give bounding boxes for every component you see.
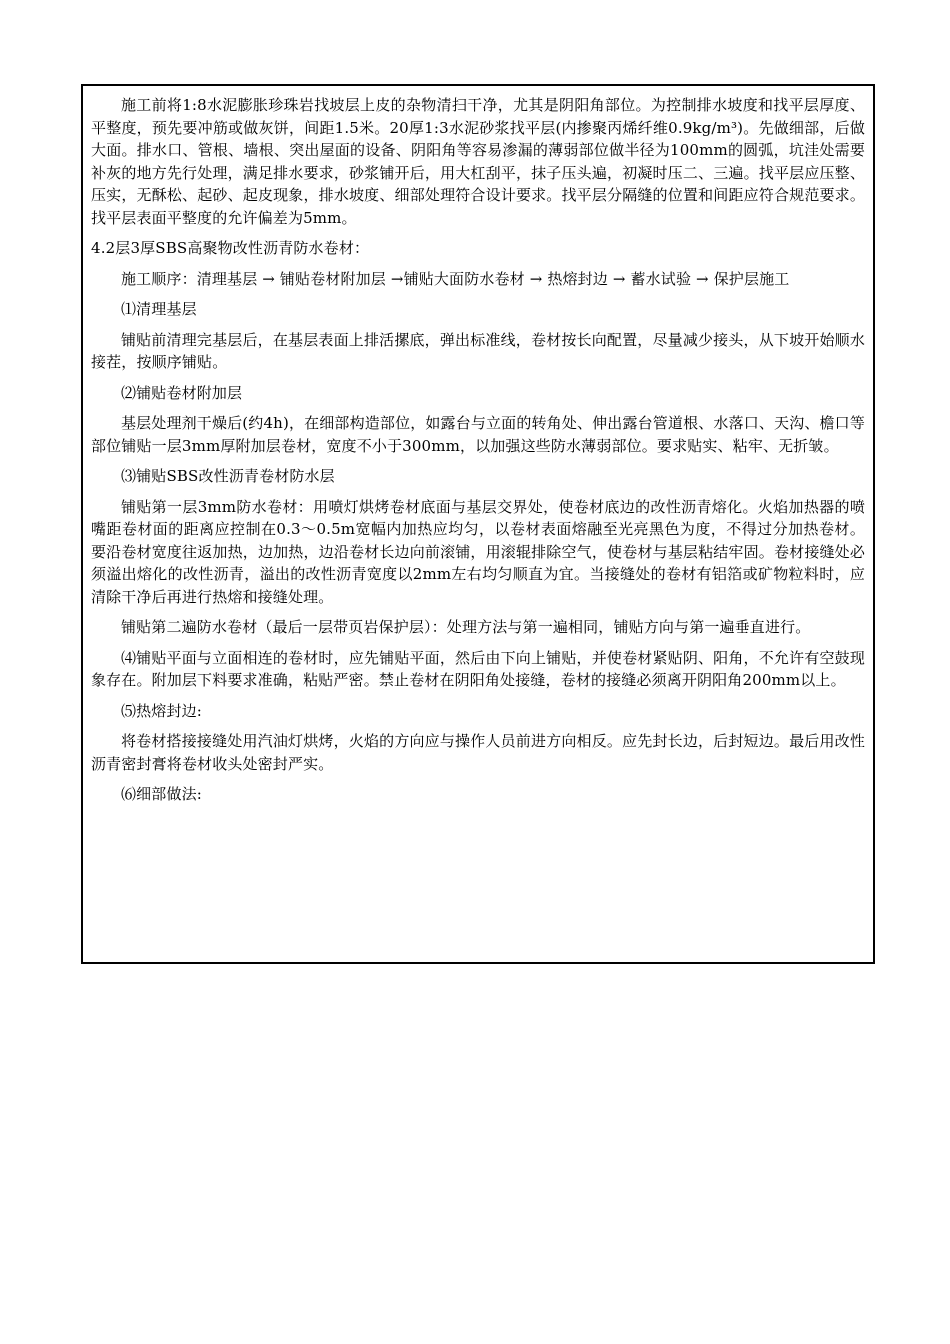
paragraph-heat-seal: 将卷材搭接接缝处用汽油灯烘烤，火焰的方向应与操作人员前进方向相反。应先封长边，后封短边。最后用改性沥青密封膏将卷材收头处密封严实。 xyxy=(91,732,865,773)
paragraph-additional-layer: 基层处理剂干燥后(约4h)，在细部构造部位，如露台与立面的转角处、伸出露台管道根、水落口、天沟、檐口等部位铺贴一层3mm厚附加层卷材，宽度不小于300mm，以加强这些防水薄弱部位。要求贴实、粘牢、无折皱。 xyxy=(91,414,865,455)
paragraph-plane-facade: ⑷铺贴平面与立面相连的卷材时，应先铺贴平面，然后由下向上铺贴，并使卷材紧贴阴、阳角，不允许有空鼓现象存在。附加层下料要求准确，粘贴严密。禁止卷材在阴阳角处接缝，卷材的接缝必须离开阴阳角200mm以上。 xyxy=(91,648,865,689)
step-heading-heat-seal: ⑸热熔封边: xyxy=(121,701,202,720)
step-heading-clean-base: ⑴清理基层 xyxy=(121,300,197,318)
paragraph-first-layer: 铺贴第一层3mm防水卷材：用喷灯烘烤卷材底面与基层交界处，使卷材底边的改性沥青熔化。火焰加热器的喷嘴距卷材面的距离应控制在0.3～0.5m宽幅内加热应均匀，以卷材表面熔融至光亮黑色为度，不得过分加热卷材。要沿卷材宽度往返加热，边加热，边沿卷材长边向前滚铺，用滚辊排除空气，使卷材与基层粘结牢固。卷材接缝处必须溢出熔化的改性沥青，溢出的改性沥青宽度以2mm左右均匀顺直为宜。当接缝处的卷材有铝箔或矿物粒料时，应清除干净后再进行热熔和接缝处理。 xyxy=(91,497,865,606)
paragraph-second-layer: 铺贴第二遍防水卷材（最后一层带页岩保护层）：处理方法与第一遍相同，铺贴方向与第一遍垂直进行。 xyxy=(121,618,811,636)
step-heading-additional-layer: ⑵铺贴卷材附加层 xyxy=(121,383,243,402)
step-heading-details: ⑹细部做法: xyxy=(121,785,202,803)
paragraph-leveling-layer: 施工前将1:8水泥膨胀珍珠岩找坡层上皮的杂物清扫干净，尤其是阴阳角部位。为控制排水坡度和找平层厚度、平整度，预先要冲筋或做灰饼，间距1.5米。20厚1:3水泥砂浆找平层(内掺聚丙烯纤维0.9kg/m³)。先做细部，后做大面。排水口、管根、墙根、突出屋面的设备、阴阳角等容易渗漏的薄弱部位做半径为100mm的圆弧，坑洼处需要补灰的地方先行处理，满足排水要求，砂浆铺开后，用大杠刮平，抹子压头遍，初凝时压二、三遍。找平层应压整、压实，无酥松、起砂、起皮现象，排水坡度、细部处理符合设计要求。找平层分隔缝的位置和间距应符合规范要求。找平层表面平整度的允许偏差为5mm。 xyxy=(91,96,865,227)
section-heading-sbs-membrane: 4.2层3厚SBS高聚物改性沥青防水卷材： xyxy=(91,239,370,257)
paragraph-clean-base: 铺贴前清理完基层后，在基层表面上排活摞底，弹出标准线，卷材按长向配置，尽量减少接头，从下坡开始顺水接茬，按顺序铺贴。 xyxy=(91,330,865,371)
step-heading-sbs-layer: ⑶铺贴SBS改性沥青卷材防水层 xyxy=(121,467,335,485)
paragraph-construction-sequence: 施工顺序：清理基层 → 铺贴卷材附加层 →铺贴大面防水卷材 → 热熔封边 → 蓄水试验 → 保护层施工 xyxy=(121,269,790,288)
document-frame xyxy=(81,84,875,964)
